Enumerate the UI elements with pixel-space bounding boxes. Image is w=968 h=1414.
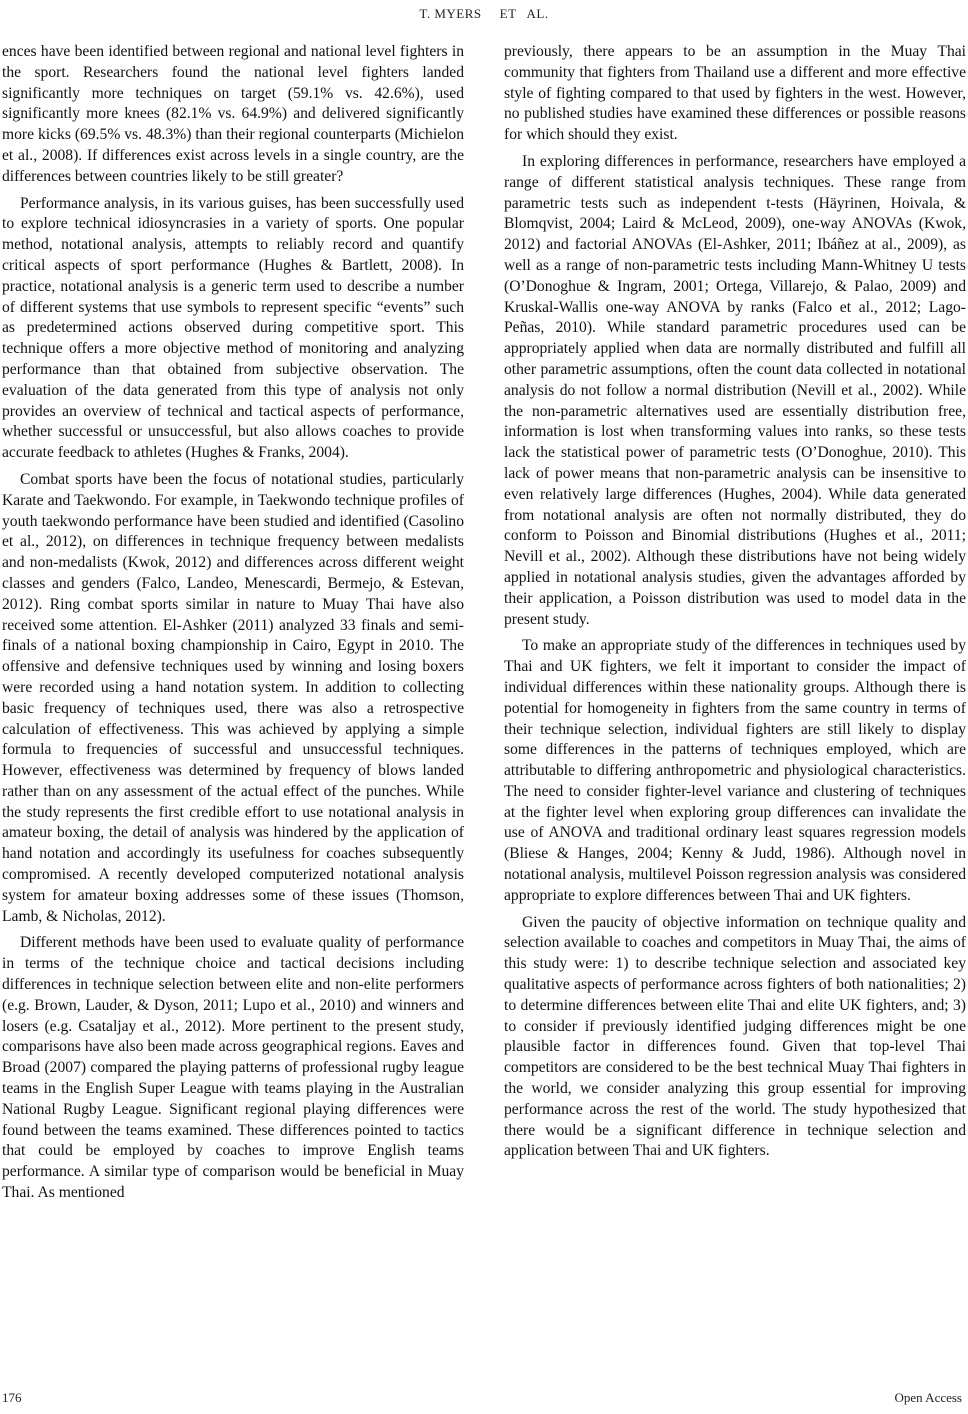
header-etal: ET xyxy=(499,6,517,21)
paragraph: In exploring differences in performance, researchers have employed a range of different statistical analysis techniques. These range from parametric tests such as independent t-tests (Häyrinen, Hoivala, & Blomqvist, 2004; Laird & McLeod, 2009), one-way ANOVAs (Kwok, 2012) and factorial ANOVAs (El-Ashker, 2011; Ibáñez at al., 2009), as well as a range of non-parametric tests including Mann-Whitney U tests (O’Donoghue & Ingram, 2001; Ortega, Villarejo, & Palao, 2009) and Kruskal-Wallis one-way ANOVA by ranks (Falco et al., 2012; Lago-Peñas, 2010). While standard parametric procedures used can be appropriately applied when data are normally distributed and fulfill all other parametric assumptions, often the count data collected in notational analysis do not follow a normal distribution (Nevill et al., 2002). While the non-parametric alternatives used are essentially distribution free, information is lost when transforming values into ranks, so these tests lack the statistical power of parametric tests (O’Donoghue, 2010). This lack of power means that non-parametric analysis can be insensitive to even relatively large differences (Hughes, 2004). While data generated from notational analysis are often not normally distributed, they do conform to Poisson and Binomial distributions (Hughes et al., 2011; Nevill et al., 2002). Although these distributions have not being widely applied in notational analysis studies, given the advantages afforded by their application, a Poisson distribution was used to model data in the present study. xyxy=(504,152,966,628)
left-column xyxy=(2,42,464,1204)
page-number: 176 xyxy=(2,1390,22,1405)
paragraph: Performance analysis, in its various guises, has been successfully used to explore technical idiosyncrasies in a variety of sports. One popular method, notational analysis, attempts to reliably record and quantify critical aspects of sport performance (Hughes & Bartlett, 2008). In practice, notational analysis is a generic term used to describe a number of different systems that use symbols to represent specific “events” such as predetermined actions observed during competitive sport. This technique offers a more objective method of monitoring and analyzing performance than that obtained from subjective observation. The evaluation of the data generated from this type of analysis not only provides an overview of technical and tactical aspects of performance, whether successful or unsuccessful, but also allows coaches to provide accurate feedback to athletes (Hughes & Franks, 2004). xyxy=(2,194,464,462)
paragraph: Combat sports have been the focus of notational studies, particularly Karate and Taekwondo. For example, in Taekwondo technique profiles of youth taekwondo performance have been studied and identified (Casolino et al., 2012), on differences in technique frequency between medalists and non-medalists (Kwok, 2012) and differences across different weight classes and genders (Falco, Landeo, Menescardi, Bermejo, & Estevan, 2012). Ring combat sports similar in nature to Muay Thai have also received some attention. El-Ashker (2011) analyzed 33 finals and semi-finals of a national boxing championship in Cairo, Egypt in 2010. The offensive and defensive techniques used by winning and losing boxers were recorded using a hand notation system. In addition to collecting basic frequency of techniques used, there was also a retrospective calculation of effectiveness. This was achieved by applying a simple formula to frequencies of successful and unsuccessful techniques. However, effectiveness was determined by frequency of blows landed rather than on any assessment of the actual effect of the punches. While the study represents the first credible effort to use notational analysis in amateur boxing, the detail of analysis was hindered by the application of hand notation and accordingly its usefulness for coaches subsequently compromised. A recently developed computerized notational analysis system for amateur boxing addresses some of these issues (Thomson, Lamb, & Nicholas, 2012). xyxy=(2,470,464,925)
paragraph: Given the paucity of objective information on technique quality and selection available to coaches and competitors in Muay Thai, the aims of this study were: 1) to describe technique selection and associated key qualitative aspects of performance across fighters of both nationalities; 2) to determine differences between elite Thai and elite UK fighters, and; 3) to consider if previously identified judging differences might be one plausible factor in differences found. Given that top-level Thai competitors are considered to be the best technical Muay Thai fighters in the world, we consider analyzing this group essential for improving performance across the rest of the world. The study hypothesized that there would be a significant difference in technique selection and application between Thai and UK fighters. xyxy=(504,913,966,1160)
paragraph: To make an appropriate study of the differences in techniques used by Thai and UK fighters, we felt it important to consider the impact of individual differences within these nationality groups. Although there is potential for homogeneity in fighters from the same country in terms of their technique selection, individual fighters are still likely to display some differences in the patterns of techniques employed, which are attributable to differing anthropometric and physiological characteristics. The need to consider fighter-level variance and clustering of techniques at the fighter level when exploring group differences can invalidate the use of ANOVA and traditional ordinary least squares regression models (Bliese & Hanges, 2004; Kenny & Judd, 1986). Although novel in notational analysis, multilevel Poisson regression analysis was considered appropriate to explore differences between Thai and UK fighters. xyxy=(504,637,966,904)
journal-name: Open Access xyxy=(894,1390,962,1405)
paragraph: Different methods have been used to evaluate quality of performance in terms of the technique choice and tactical decisions including differences in technique selection between elite and non-elite performers (e.g. Brown, Lauder, & Dyson, 2011; Lupo et al., 2010) and winners and losers (e.g. Csataljay et al., 2012). More pertinent to the present study, comparisons have also been made across geographical regions. Eaves and Broad (2007) compared the playing patterns of professional rugby league teams in the English Super League with teams playing in the Australian National Rugby League. Significant regional playing differences were found between the teams examined. These differences pointed to tactics that could be employed by coaches to improve English teams performance. A similar type of comparison would be beneficial in Muay Thai. As mentioned xyxy=(2,934,464,1202)
header-author: T. MYERS xyxy=(419,6,482,21)
running-header xyxy=(0,6,968,22)
right-column xyxy=(504,42,966,1162)
paragraph: previously, there appears to be an assumption in the Muay Thai community that fighters from Thailand use a different and more effective style of fighting compared to that used by fighters in the west. However, no published studies have examined these differences or possible reasons for which should they exist. xyxy=(504,43,966,144)
paragraph: ences have been identified between regional and national level fighters in the sport. Researchers found the national level fighters landed significantly more techniques on target (59.1% vs. 42.6%), used significantly more knees (82.1% vs. 64.9%) and delivered significantly more kicks (69.5% vs. 48.3%) than their regional counterparts (Michielon et al., 2008). If differences exist across levels in a single country, are the differences between countries likely to be still greater? xyxy=(2,43,464,185)
header-al: AL. xyxy=(526,6,549,21)
